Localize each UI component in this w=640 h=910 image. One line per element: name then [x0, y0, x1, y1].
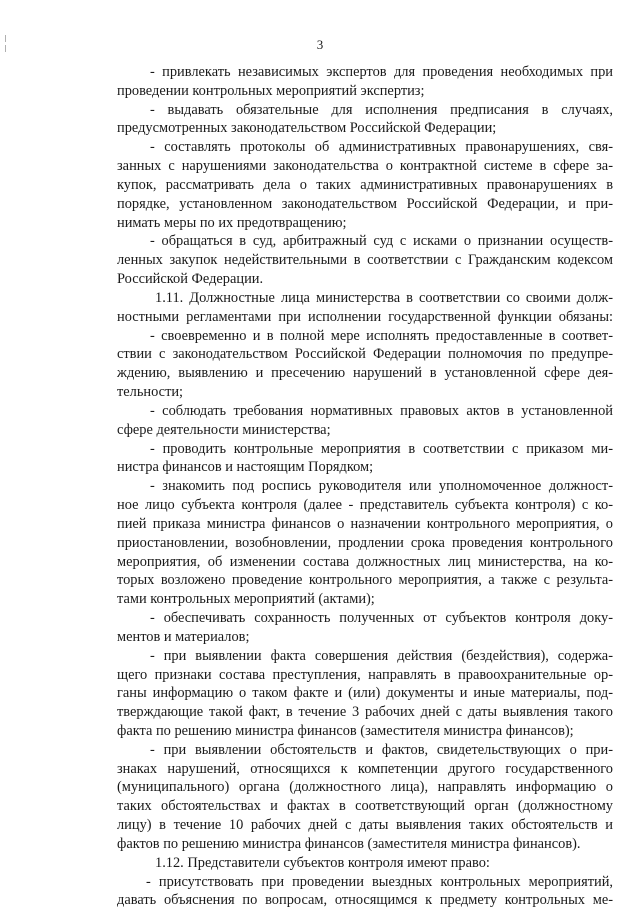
text-line: купок, рассматривать дела о таких административных правонарушениях в [117, 176, 613, 193]
text-line: мероприятия, об изменении состава должностных лиц министерства, на ко- [117, 553, 613, 570]
text-line: знаках нарушений, относящихся к компетенции другого государственного [117, 760, 613, 777]
text-line: торых возложено проведение контрольного мероприятия, а также с результа- [117, 572, 613, 589]
text-line: - обращаться в суд, арбитражный суд с исками о признании осуществ- [150, 233, 613, 250]
text-line: пией приказа министра финансов о назначении контрольного мероприятия, о [117, 515, 613, 532]
text-line: сфере деятельности министерства; [117, 421, 331, 438]
text-line: - при выявлении факта совершения действия (бездействия), содержа- [150, 647, 613, 664]
text-line: предусмотренных законодательством Российской Федерации; [117, 120, 497, 137]
text-line: нимать меры по их предотвращению; [117, 214, 347, 231]
text-line: лицу) в течение 10 рабочих дней с даты выявления таких обстоятельств и [117, 817, 613, 834]
text-line: ждению, выявлению и пресечению нарушений в установленной сфере дея- [117, 365, 613, 382]
text-line: давать объяснения по вопросам, относящимся к предмету контрольных ме- [117, 892, 613, 909]
text-line: - соблюдать требования нормативных правовых актов в установленной [150, 402, 613, 419]
text-line: нистра финансов и настоящим Порядком; [117, 459, 374, 476]
text-line: 1.12. Представители субъектов контроля имеют право: [155, 854, 490, 871]
text-line: тами контрольных мероприятий (актами); [117, 591, 375, 608]
text-line: ментов и материалов; [117, 628, 250, 645]
text-line: (муниципального) органа (должностного лица), направлять информацию о [117, 779, 613, 796]
text-line: - знакомить под роспись руководителя или уполномоченное должност- [150, 478, 613, 495]
text-line: ствии с законодательством Российской Федерации полномочия по предупре- [117, 346, 613, 363]
text-line: ностными регламентами при исполнении государственной функции обязаны: [117, 308, 613, 325]
text-line: - проводить контрольные мероприятия в соответствии с приказом ми- [150, 440, 613, 457]
text-line: - выдавать обязательные для исполнения предписания в случаях, [150, 101, 613, 118]
text-line: проведении контрольных мероприятий экспертиз; [117, 82, 425, 99]
text-line: ганы информацию о таком факте и (или) документы и иные материалы, под- [117, 685, 613, 702]
text-line: ное лицо субъекта контроля (далее - представитель субъекта контроля) с ко- [117, 497, 613, 514]
text-line: - присутствовать при проведении выездных контрольных мероприятий, [146, 873, 613, 890]
text-line: - своевременно и в полной мере исполнять предоставленные в соответ- [150, 327, 613, 344]
text-line: тельности; [117, 384, 184, 401]
text-line: 1.11. Должностные лица министерства в соответствии со своими долж- [155, 289, 613, 306]
text-line: порядке, установленном законодательством Российской Федерации, и при- [117, 195, 613, 212]
text-line: - при выявлении обстоятельств и фактов, свидетельствующих о при- [150, 741, 613, 758]
text-line: тверждающие такой факт, в течение 3 рабочих дней с даты выявления такого [117, 704, 613, 721]
text-line: Российской Федерации. [117, 271, 264, 288]
text-line: таких обстоятельствах и фактах в соответствующий орган (должностному [117, 798, 613, 815]
page-number: 3 [316, 37, 324, 52]
text-line: щего признаки состава преступления, направлять в правоохранительные ор- [117, 666, 613, 683]
text-line: занных с нарушениями законодательства о контрактной системе в сфере за- [117, 158, 613, 175]
text-line: - составлять протоколы об административных правонарушениях, свя- [150, 139, 613, 156]
text-line: - привлекать независимых экспертов для проведения необходимых при [150, 64, 613, 80]
text-line: - обеспечивать сохранность полученных от субъектов контроля доку- [150, 610, 613, 627]
text-line: фактов по решению министра финансов (заместителя министра финансов). [117, 835, 581, 852]
text-line: факта по решению министра финансов (заместителя министра финансов); [117, 722, 574, 739]
text-line: приостановлении, возобновлении, продлении срока проведения контрольного [117, 534, 613, 551]
document-body [117, 63, 613, 910]
text-line: ленных закупок недействительными в соответствии с Гражданским кодексом [117, 252, 613, 269]
